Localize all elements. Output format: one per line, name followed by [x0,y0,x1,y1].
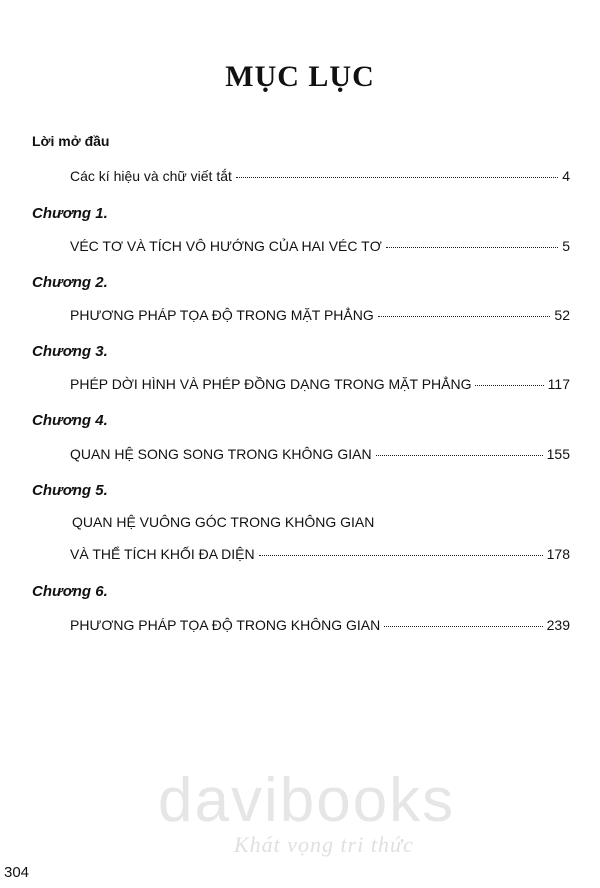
toc-entry-text: VÉC TƠ VÀ TÍCH VÔ HƯỚNG CỦA HAI VÉC TƠ [70,238,382,254]
dot-leader [236,177,558,178]
dot-leader [259,555,543,556]
toc-entry-text: QUAN HỆ SONG SONG TRONG KHÔNG GIAN [70,446,372,462]
toc-entry-text: VÀ THỂ TÍCH KHỐI ĐA DIỆN [70,546,255,562]
dot-leader [378,316,551,317]
chapter-4-heading: Chương 4. [32,412,108,429]
page-title: MỤC LỤC [225,60,375,93]
toc-entry-page: 155 [546,446,570,462]
dot-leader [376,455,543,456]
toc-entry-text: PHƯƠNG PHÁP TỌA ĐỘ TRONG KHÔNG GIAN [70,617,381,633]
toc-entry-chapter-4[interactable] [70,446,570,462]
toc-entry-text: PHƯƠNG PHÁP TỌA ĐỘ TRONG MẶT PHẲNG [70,307,374,323]
toc-entry-page: 239 [546,617,570,633]
toc-entry-text: Các kí hiệu và chữ viết tắt [70,168,232,184]
toc-entry-chapter-2[interactable] [70,307,570,323]
toc-entry-preface[interactable] [70,168,570,184]
dot-leader [386,247,559,248]
toc-entry-page: 178 [546,546,570,562]
dot-leader [475,385,543,386]
toc-entry-page: 52 [554,307,570,323]
toc-entry-page: 117 [547,376,570,392]
toc-entry-chapter-6[interactable] [70,617,570,633]
toc-entry-page: 5 [562,238,570,254]
watermark-logo: davibooks [158,766,456,835]
watermark-slogan: Khát vọng tri thức [234,832,414,857]
dot-leader [384,626,542,627]
chapter-5-heading: Chương 5. [32,482,108,499]
chapter-2-heading: Chương 2. [32,274,108,291]
toc-entry-chapter-1[interactable] [70,238,570,254]
toc-entry-chapter-5[interactable] [70,546,570,562]
page-number: 304 [4,864,30,881]
chapter-3-heading: Chương 3. [32,343,108,360]
toc-entry-text: PHÉP DỜI HÌNH VÀ PHÉP ĐỒNG DẠNG TRONG MẶT PHẲNG [70,376,472,392]
toc-entry-page: 4 [562,168,570,184]
preface-heading: Lời mở đầu [32,133,110,149]
toc-entry-chapter-5-line-1[interactable]: QUAN HỆ VUÔNG GÓC TRONG KHÔNG GIAN [72,514,375,530]
chapter-6-heading: Chương 6. [32,583,108,600]
toc-entry-chapter-3[interactable] [70,376,570,392]
chapter-1-heading: Chương 1. [32,205,108,222]
